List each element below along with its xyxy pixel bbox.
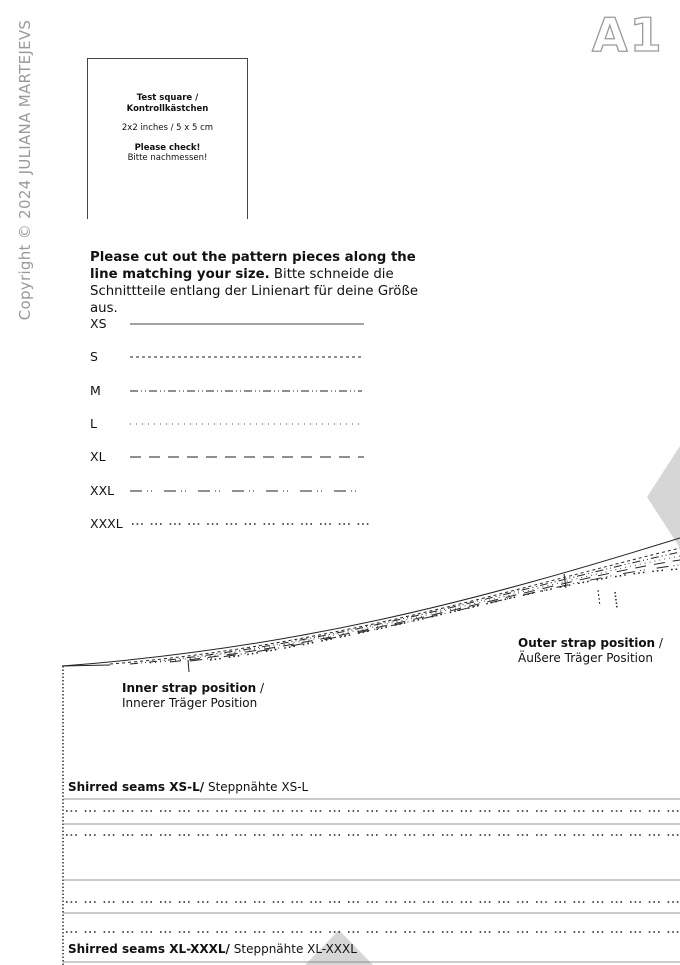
test-square-size: 2x2 inches / 5 x 5 cm (121, 123, 214, 133)
seams-xs-l-label-de: Steppnähte XS-L (204, 780, 309, 794)
legend-label-xxl: XXL (90, 483, 115, 498)
seams-xl-xxxl-label-de: Steppnähte XL-XXXL (229, 942, 357, 956)
test-square-check-en: Please check! (134, 142, 201, 153)
test-square-title-de: Kontrollkästchen (126, 103, 209, 114)
legend-label-xxxl: XXXL (90, 516, 123, 531)
legend-label-m: M (90, 383, 101, 398)
inner-strap-label (122, 681, 264, 711)
outer-strap-label-de: Äußere Träger Position (518, 651, 653, 665)
outer-strap-label (518, 636, 663, 666)
instructions-normal: Bitte schneide die Schnittteile entlang der Linienart für deine Größe aus. (90, 267, 419, 316)
seams-xs-l-label (68, 780, 308, 795)
inner-strap-label-en: Inner strap position (122, 681, 257, 695)
outer-strap-label-en: Outer strap position (518, 636, 656, 650)
seams-xl-xxxl-label (68, 942, 357, 957)
seams-xl-xxxl-label-en: Shirred seams XL-XXXL/ (68, 942, 230, 956)
inner-strap-label-de: Innerer Träger Position (122, 696, 258, 710)
outer-strap-tick-3 (615, 592, 617, 608)
test-square-check-de: Bitte nachmessen! (127, 153, 208, 163)
inner-strap-label-sep: / (256, 681, 265, 695)
inner-strap-tick (188, 660, 189, 672)
outer-strap-tick-2 (598, 590, 600, 606)
alignment-marker-right (647, 446, 680, 548)
page-id-label: A1 (592, 8, 664, 62)
copyright-watermark: Copyright © 2024 JULIANA MARTEJEVS (16, 19, 34, 321)
legend-label-l: L (90, 416, 97, 431)
legend-label-s: S (90, 349, 98, 364)
outer-strap-label-sep: / (655, 636, 663, 650)
instructions-bold: Please cut out the pattern pieces along the line matching your size. (90, 250, 416, 282)
test-square-title-en: Test square / (136, 93, 199, 103)
legend-label-xs: XS (90, 316, 107, 331)
seams-xs-l-label-en: Shirred seams XS-L/ (68, 780, 205, 794)
legend-label-xl: XL (90, 449, 106, 464)
